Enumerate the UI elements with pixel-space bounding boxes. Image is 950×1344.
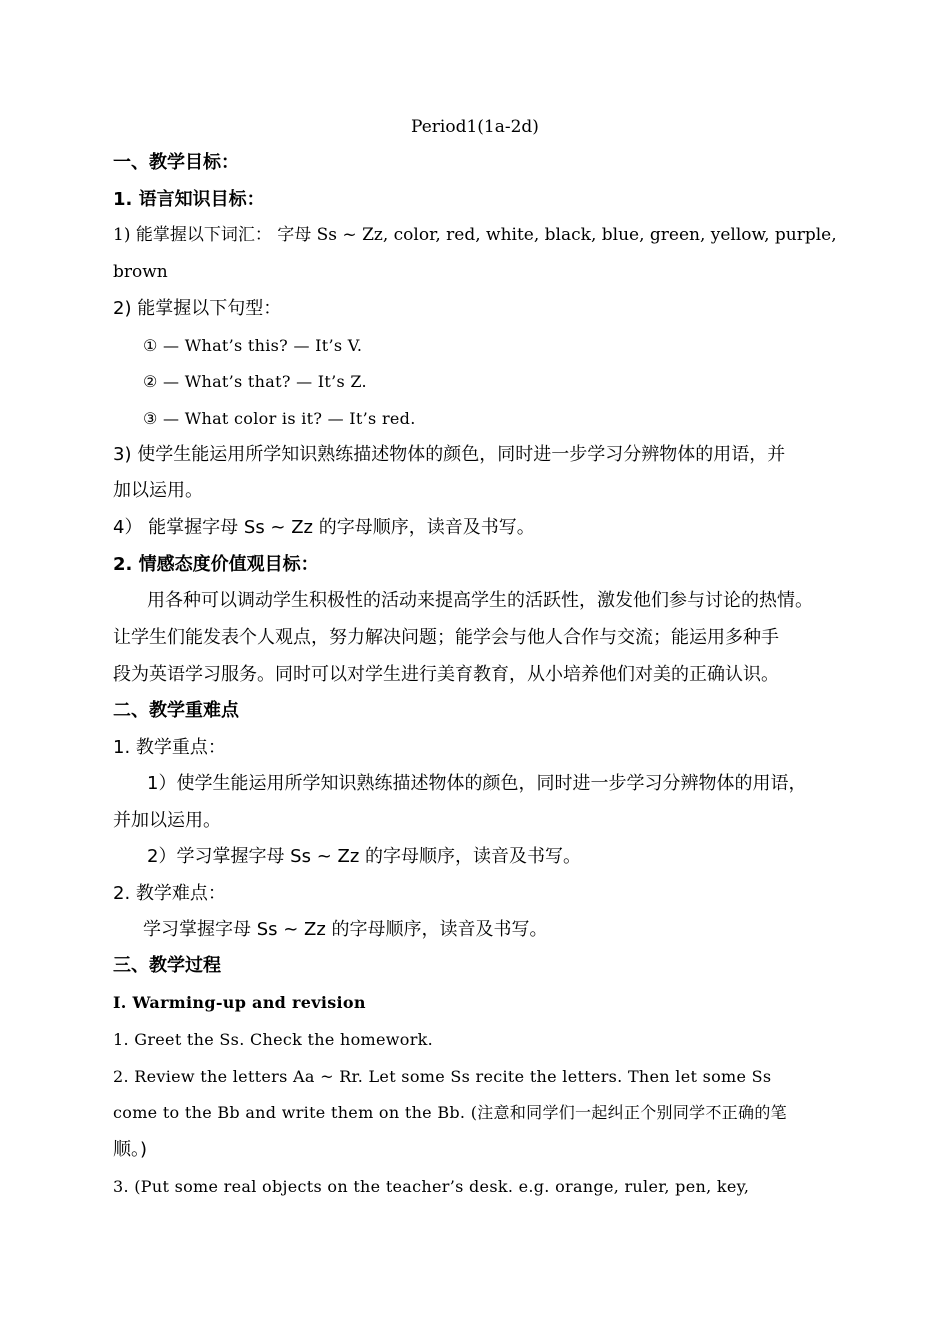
step-2-end: 顺。) xyxy=(113,1139,148,1160)
key-point-2: 2）学习掌握字母 Ss ~ Zz 的字母顺序，读音及书写。 xyxy=(147,846,582,867)
pattern-1: ① — What’s this? — It’s V. xyxy=(143,336,363,355)
section-heading-key-points: 二、教学重难点 xyxy=(113,700,239,721)
key-point-1: 1）使学生能运用所学知识熟练描述物体的颜色，同时进一步学习分辨物体的用语， xyxy=(147,773,807,794)
emotional-goals-paragraph-1: 用各种可以调动学生积极性的活动来提高学生的活跃性，激发他们参与讨论的热情。 xyxy=(147,590,813,611)
difficult-points-label: 2. 教学难点： xyxy=(113,883,226,904)
key-points-label: 1. 教学重点： xyxy=(113,737,226,758)
section-heading-procedure: 三、教学过程 xyxy=(113,955,221,976)
vocabulary-line: 1) 能掌握以下词汇： 字母 Ss ~ Zz, color, red, white, black, blue, green, yellow, purple, xyxy=(113,225,837,245)
pattern-3: ③ — What color is it? — It’s red. xyxy=(143,409,416,428)
emotional-goals-paragraph-3: 段为英语学习服务。同时可以对学生进行美育教育，从小培养他们对美的正确认识。 xyxy=(113,664,779,685)
pattern-2: ② — What’s that? — It’s Z. xyxy=(143,372,367,391)
sentence-patterns-label: 2) 能掌握以下句型： xyxy=(113,298,282,319)
step-3: 3. (Put some real objects on the teacher’s desk. e.g. orange, ruler, pen, key, xyxy=(113,1177,750,1196)
difficult-point-1: 学习掌握字母 Ss ~ Zz 的字母顺序，读音及书写。 xyxy=(143,919,548,940)
step-2: 2. Review the letters Aa ~ Rr. Let some Ss recite the letters. Then let some Ss xyxy=(113,1067,772,1086)
vocabulary-line-cont: brown xyxy=(113,262,168,282)
page-title: Period1(1a-2d) xyxy=(411,117,539,137)
emotional-goals-paragraph-2: 让学生们能发表个人观点，努力解决问题；能学会与他人合作与交流；能运用多种手 xyxy=(113,627,779,648)
step-2-cont: come to the Bb and write them on the Bb. (注意和同学们一起纠正个别同学不正确的笔 xyxy=(113,1103,787,1122)
step-1: 1. Greet the Ss. Check the homework. xyxy=(113,1030,434,1049)
subheading-emotional-goals: 2. 情感态度价值观目标： xyxy=(113,554,319,575)
objective-4: 4） 能掌握字母 Ss ~ Zz 的字母顺序，读音及书写。 xyxy=(113,517,535,538)
key-point-1-cont: 并加以运用。 xyxy=(113,810,221,831)
section-heading-objectives: 一、教学目标： xyxy=(113,152,239,173)
objective-3: 3) 使学生能运用所学知识熟练描述物体的颜色，同时进一步学习分辨物体的用语，并 xyxy=(113,444,786,465)
objective-3-cont: 加以运用。 xyxy=(113,480,203,501)
subheading-language-knowledge: 1. 语言知识目标： xyxy=(113,189,265,210)
step-heading-warming-up: I. Warming-up and revision xyxy=(113,993,366,1012)
